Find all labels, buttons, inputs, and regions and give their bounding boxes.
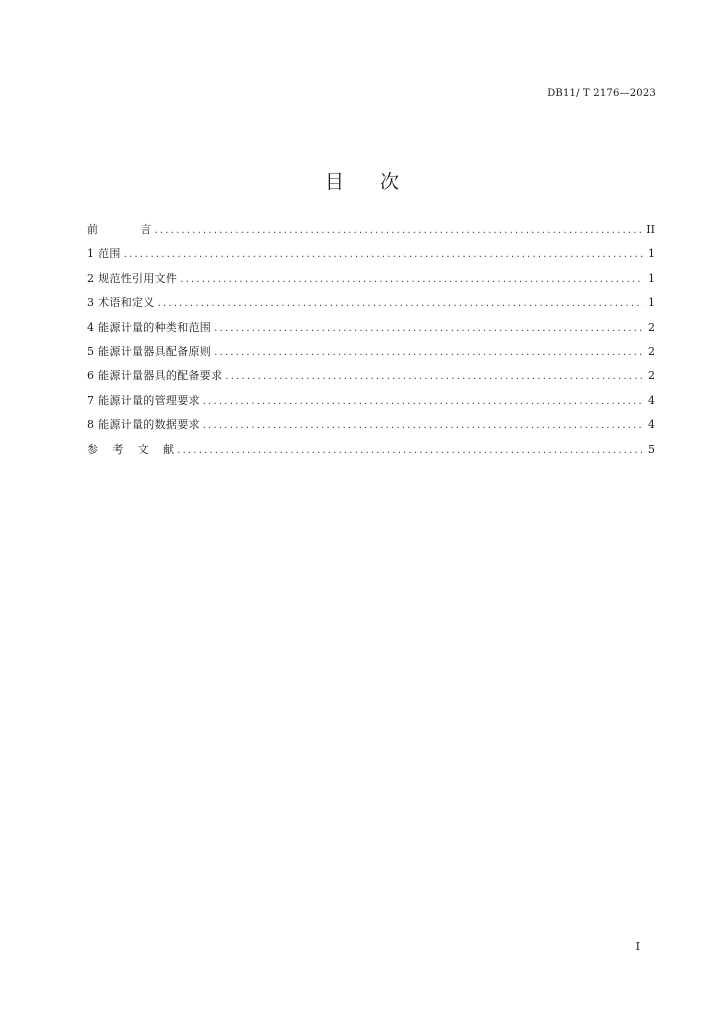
dot-leader — [155, 219, 643, 243]
toc-entry-label: 参 考 文 献 — [87, 442, 175, 456]
page-number: I — [635, 940, 640, 953]
toc-entry-terms-definitions[interactable] — [87, 291, 655, 315]
toc-entry-label: 5 能源计量器具配备原则 — [87, 344, 212, 358]
toc-entry-page: 1 — [648, 247, 655, 261]
toc-entry-page: 4 — [648, 418, 655, 432]
toc-entry-label: 1 范围 — [87, 247, 121, 261]
toc-title-char-1: 目 — [324, 170, 344, 193]
dot-leader — [158, 292, 643, 316]
toc-entry-page: 2 — [648, 344, 655, 358]
toc-entry-page: 4 — [648, 393, 655, 407]
toc-entry-page: 2 — [648, 320, 655, 334]
toc-title — [0, 167, 724, 194]
toc-entry-foreword[interactable] — [87, 218, 655, 242]
toc-entry-label: 前 言 — [87, 223, 152, 236]
toc-entry-label: 8 能源计量的数据要求 — [87, 418, 200, 432]
toc-title-char-2: 次 — [380, 170, 400, 193]
toc-entry-configuration-principles[interactable] — [87, 340, 655, 364]
document-code: DB11/ T 2176—2023 — [547, 88, 656, 99]
dot-leader — [225, 365, 643, 389]
toc-list — [87, 218, 655, 462]
dot-leader — [180, 268, 643, 292]
dot-leader — [203, 414, 643, 438]
dot-leader — [177, 439, 643, 463]
toc-entry-page: II — [646, 223, 655, 236]
toc-entry-types-scope[interactable] — [87, 316, 655, 340]
toc-entry-label: 7 能源计量的管理要求 — [87, 393, 200, 407]
dot-leader — [203, 390, 643, 414]
dot-leader — [124, 243, 643, 267]
dot-leader — [214, 341, 643, 365]
toc-entry-label: 3 术语和定义 — [87, 296, 155, 310]
toc-entry-label: 6 能源计量器具的配备要求 — [87, 369, 223, 383]
toc-entry-page: 2 — [648, 369, 655, 383]
toc-entry-page: 5 — [648, 442, 655, 456]
toc-entry-page: 1 — [648, 296, 655, 310]
toc-entry-scope[interactable] — [87, 242, 655, 266]
toc-entry-label: 4 能源计量的种类和范围 — [87, 320, 212, 334]
toc-entry-management-requirements[interactable] — [87, 389, 655, 413]
toc-entry-configuration-requirements[interactable] — [87, 364, 655, 388]
toc-entry-bibliography[interactable] — [87, 438, 655, 462]
dot-leader — [214, 317, 643, 341]
toc-entry-data-requirements[interactable] — [87, 413, 655, 437]
toc-entry-page: 1 — [648, 271, 655, 285]
toc-entry-label: 2 规范性引用文件 — [87, 271, 178, 285]
toc-entry-normative-references[interactable] — [87, 267, 655, 291]
